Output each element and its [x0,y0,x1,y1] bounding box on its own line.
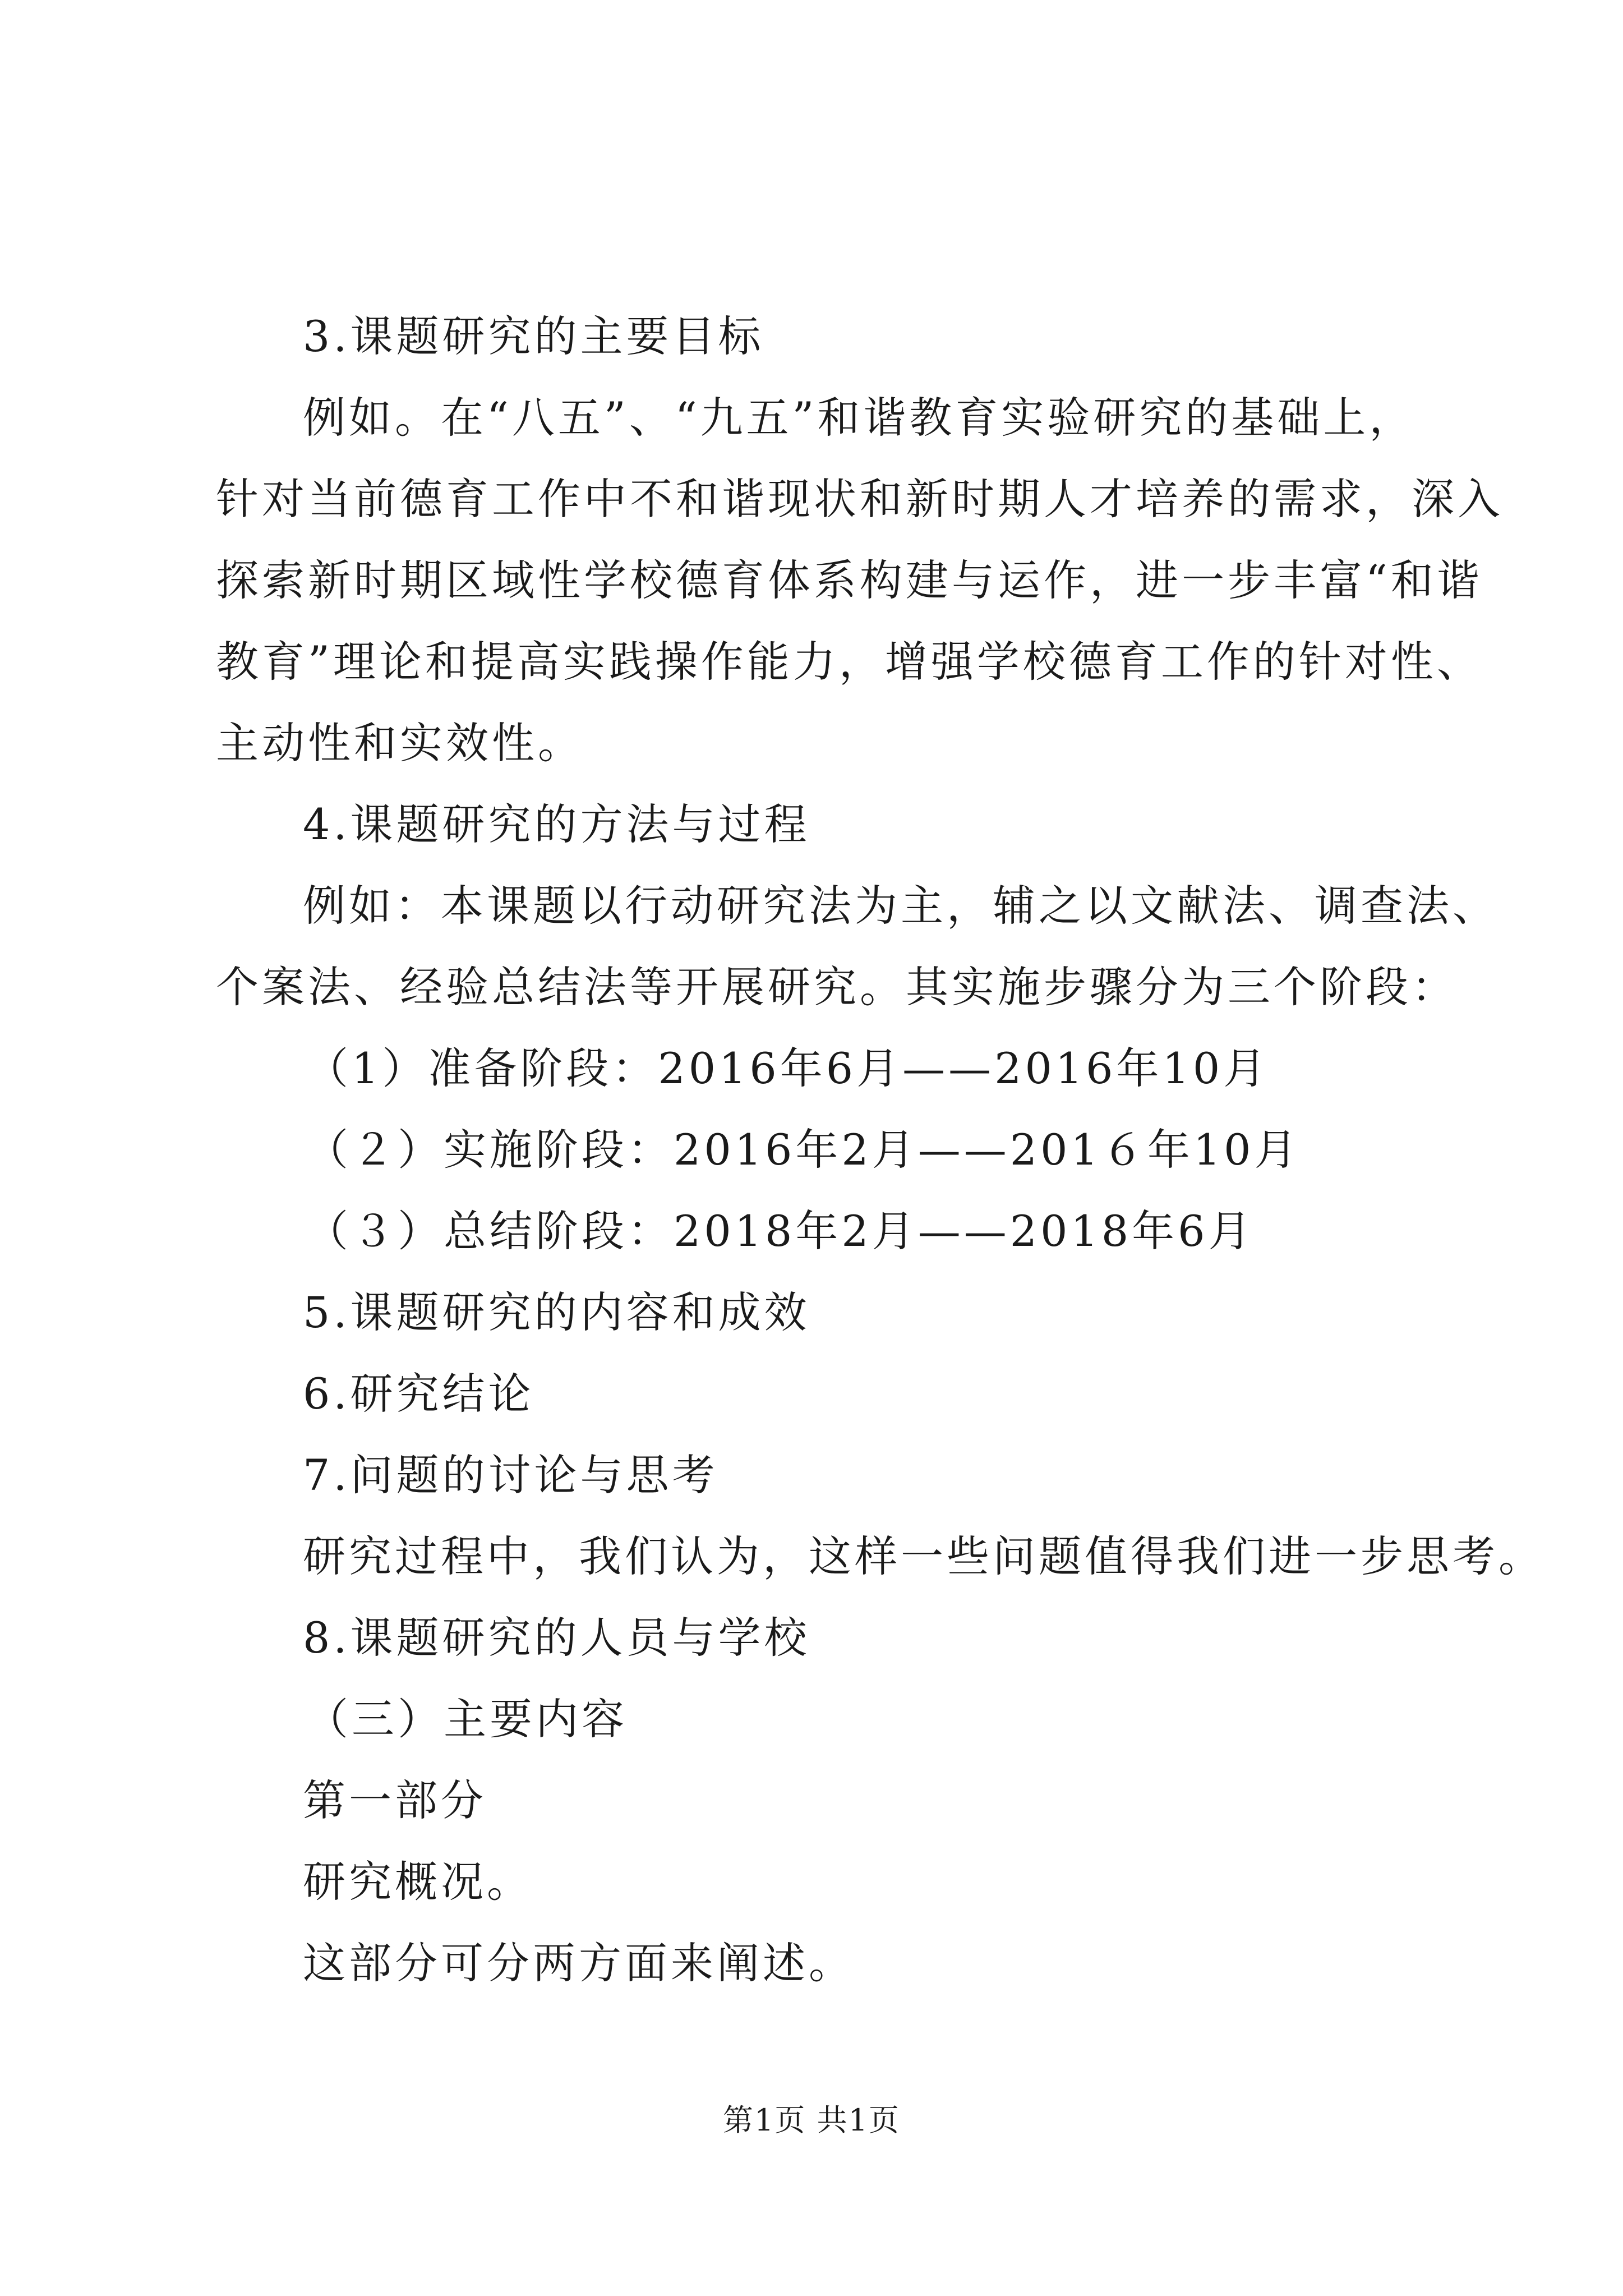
paragraph-line: 例如：本课题以行动研究法为主，辅之以文献法、调查法、 [303,881,1498,931]
heading-research-methods: 4.课题研究的方法与过程 [303,799,810,849]
part-heading: 第一部分 [303,1775,487,1825]
stage-item-prep: （1）准备阶段：2016年6月——2016年10月 [306,1043,1270,1093]
paragraph-line: 这部分可分两方面来阐述。 [303,1938,855,1988]
page-footer: 第1页 共1页 [723,2102,900,2138]
paragraph-line: 例如。在“八五”、“九五”和谐教育实验研究的基础上， [303,393,1415,443]
paragraph-line: 主动性和实效性。 [216,718,584,768]
heading-content-results: 5.课题研究的内容和成效 [303,1287,810,1337]
heading-conclusion: 6.研究结论 [303,1369,534,1419]
heading-personnel: 8.课题研究的人员与学校 [303,1613,810,1663]
section-heading: （三）主要内容 [306,1694,628,1744]
paragraph-line: 研究概况。 [303,1857,533,1907]
paragraph-line: 研究过程中，我们认为，这样一些问题值得我们进一步思考。 [303,1531,1544,1581]
stage-item-summary: （３）总结阶段：2018年2月——2018年6月 [306,1206,1255,1256]
paragraph-line: 针对当前德育工作中不和谐现状和新时期人才培养的需求，深入 [216,474,1504,524]
heading-research-goals: 3.课题研究的主要目标 [303,311,764,361]
heading-discussion: 7.问题的讨论与思考 [303,1450,718,1500]
paragraph-line: 教育”理论和提高实践操作能力，增强学校德育工作的针对性、 [216,637,1483,687]
paragraph-line: 探索新时期区域性学校德育体系构建与运作，进一步丰富“和谐 [216,555,1483,605]
paragraph-line: 个案法、经验总结法等开展研究。其实施步骤分为三个阶段： [216,962,1458,1012]
stage-item-implement: （２）实施阶段：2016年2月——201６年10月 [306,1125,1301,1175]
